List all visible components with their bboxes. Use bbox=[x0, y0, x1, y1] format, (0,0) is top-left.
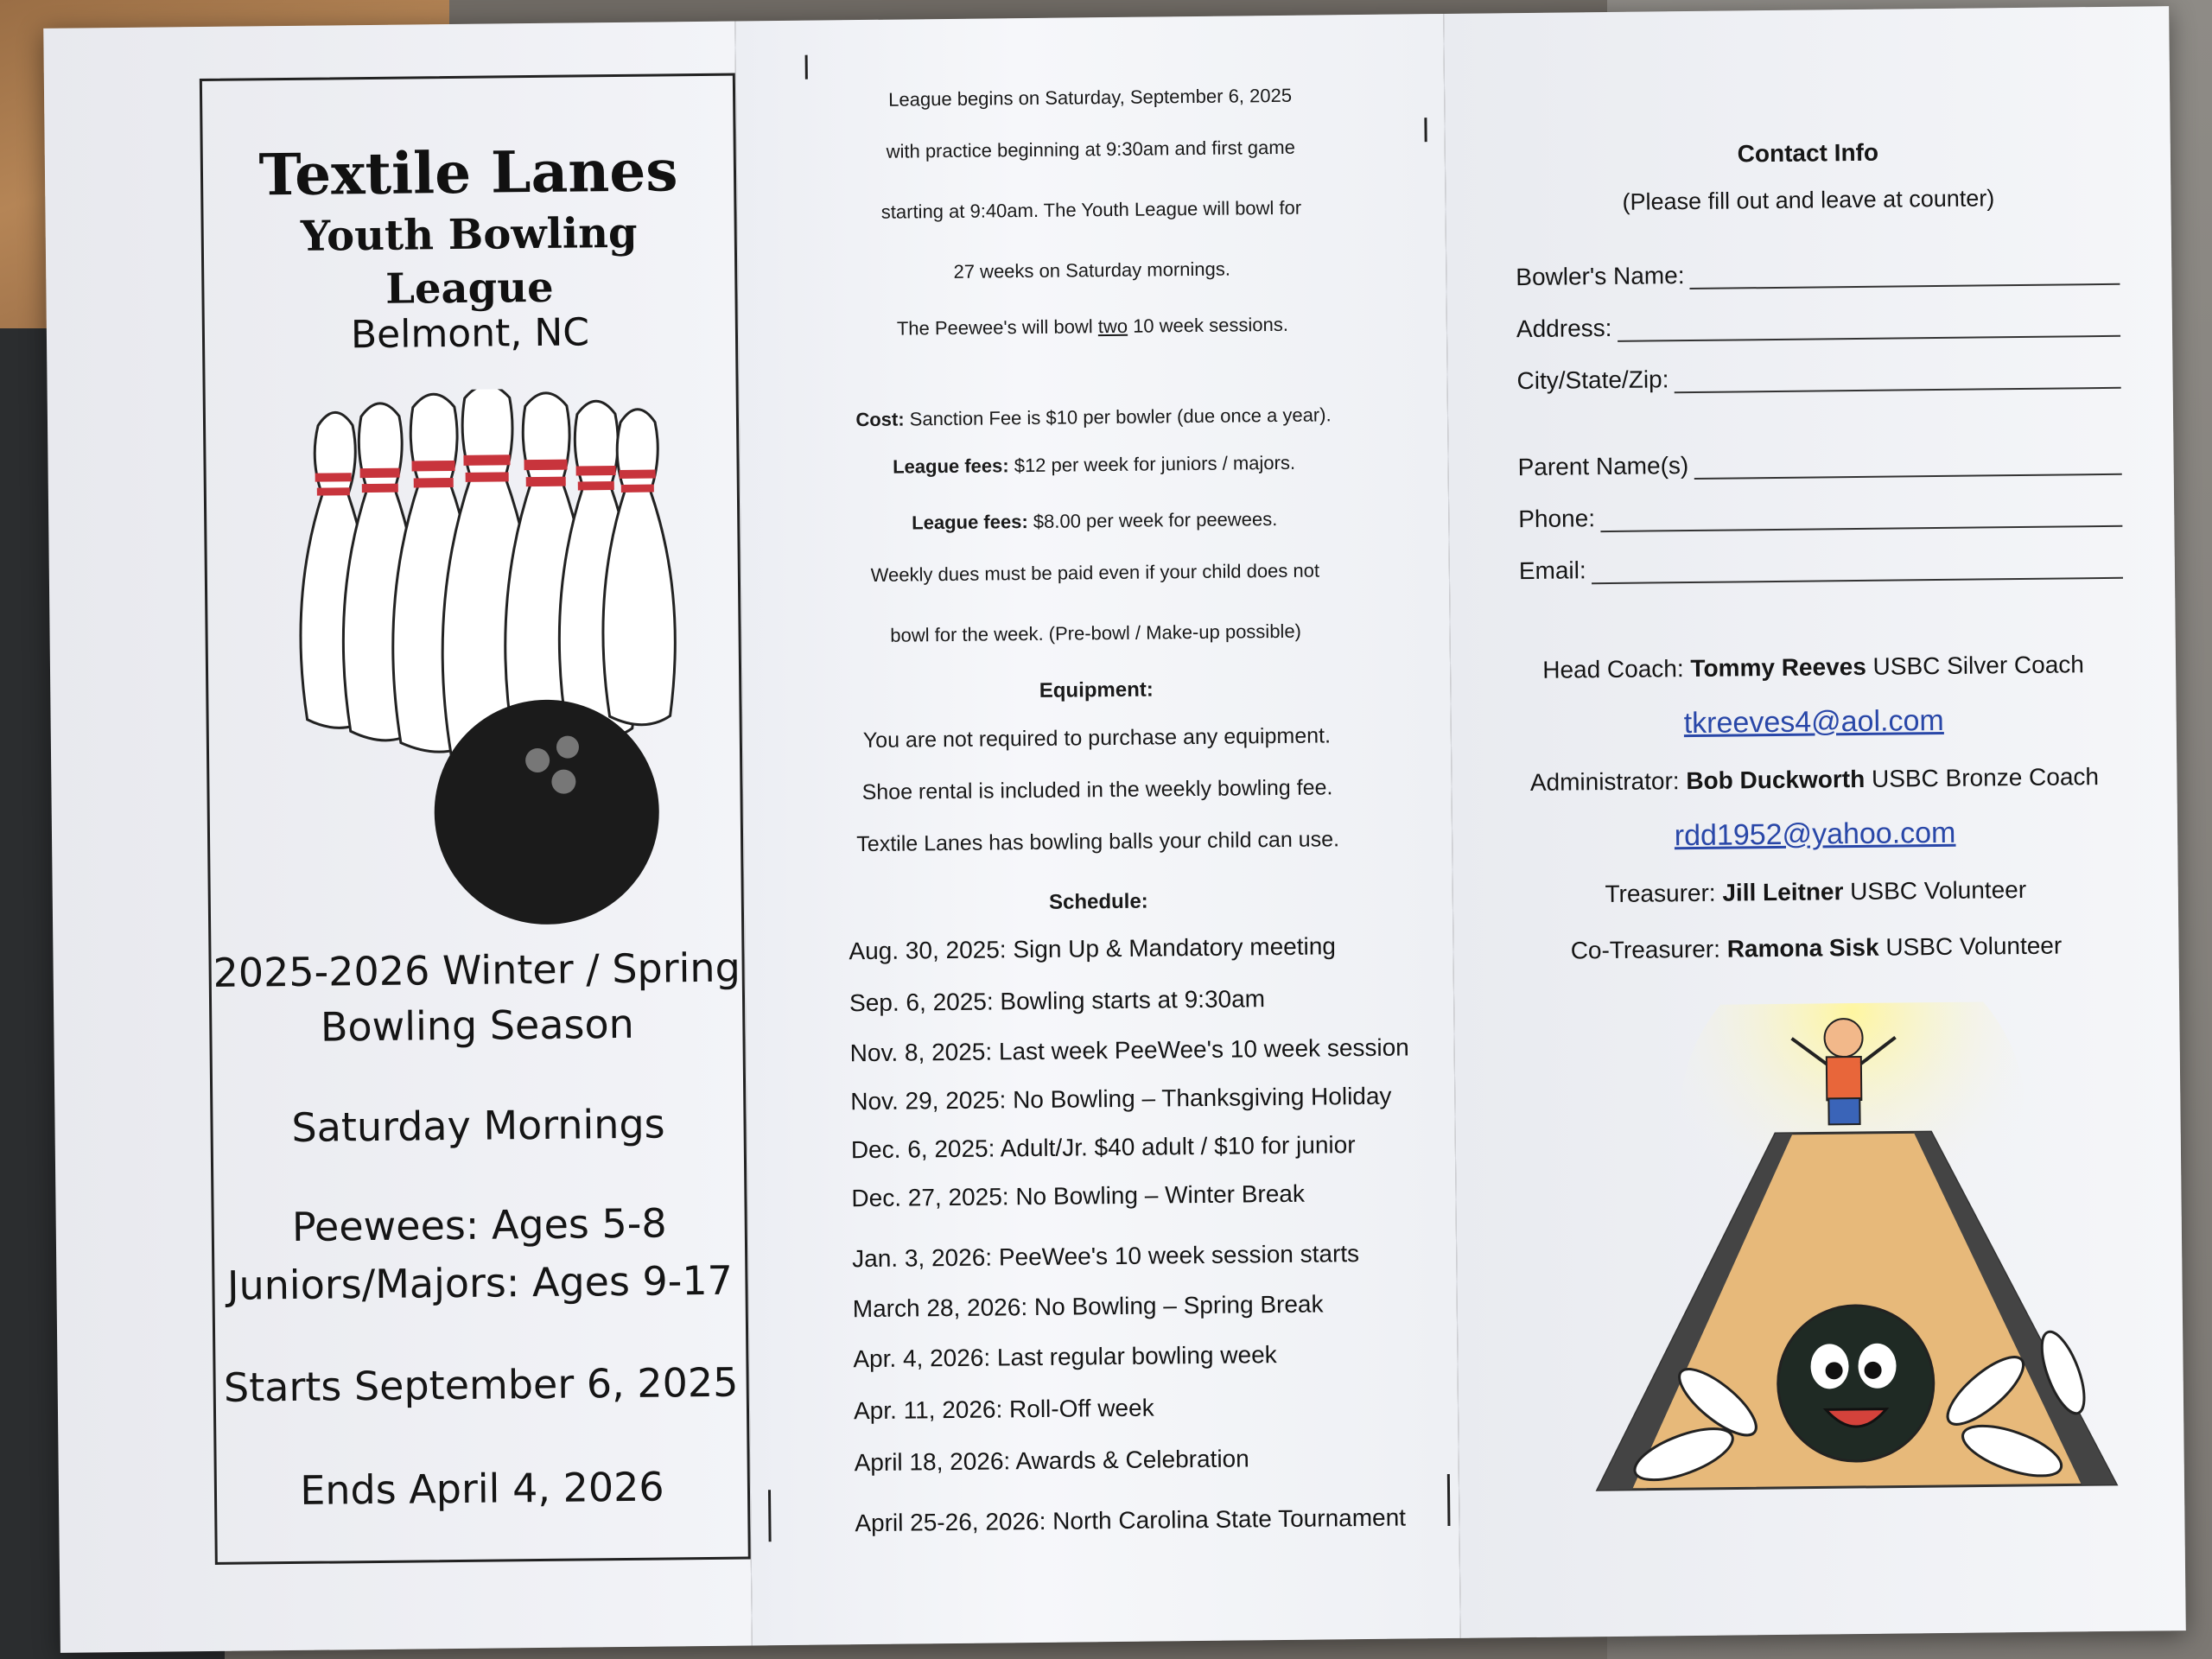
parent-name-field[interactable]: Parent Name(s) bbox=[1517, 448, 2121, 481]
schedule-item: Nov. 29, 2025: No Bowling – Thanksgiving Holiday bbox=[850, 1082, 1392, 1116]
schedule-item: April 25-26, 2026: North Carolina State Tournament bbox=[855, 1503, 1407, 1537]
bowler-name-field[interactable]: Bowler's Name: bbox=[1516, 257, 2120, 291]
head-coach-email-link[interactable]: tkreeves4@aol.com bbox=[1683, 703, 1944, 741]
start-date: Starts September 6, 2025 bbox=[223, 1358, 739, 1411]
fold-mark bbox=[805, 55, 808, 79]
administrator-email-link[interactable]: rdd1952@yahoo.com bbox=[1674, 816, 1956, 853]
league-subtitle: Youth Bowling League bbox=[300, 208, 638, 314]
junior-ages: Juniors/Majors: Ages 9-17 bbox=[226, 1256, 734, 1309]
cover-frame bbox=[200, 73, 751, 1565]
cover-panel bbox=[43, 22, 752, 1653]
email-field[interactable]: Email: bbox=[1519, 551, 2123, 585]
equipment-heading: Equipment: bbox=[1039, 677, 1154, 702]
league-location: Belmont, NC bbox=[350, 310, 590, 358]
equipment-line: Shoe rental is included in the weekly bowling fee. bbox=[861, 775, 1333, 805]
intro-line: with practice beginning at 9:30am and first game bbox=[886, 136, 1296, 162]
equipment-line: Textile Lanes has bowling balls your child can use. bbox=[856, 827, 1340, 857]
administrator-line: Administrator: Bob Duckworth USBC Bronze Coach bbox=[1529, 763, 2100, 796]
schedule-item: Dec. 27, 2025: No Bowling – Winter Break bbox=[851, 1179, 1306, 1212]
info-panel bbox=[734, 14, 1460, 1645]
fees-peewees: League fees: $8.00 per week for peewees. bbox=[912, 508, 1278, 534]
schedule-item: Dec. 6, 2025: Adult/Jr. $40 adult / $10 for junior bbox=[850, 1131, 1356, 1164]
co-treasurer-line: Co-Treasurer: Ramona Sisk USBC Volunteer bbox=[1570, 931, 2063, 964]
dues-line: bowl for the week. (Pre-bowl / Make-up possible) bbox=[890, 620, 1302, 646]
city-state-zip-field[interactable]: City/State/Zip: bbox=[1516, 361, 2120, 395]
cost-line: Cost: Sanction Fee is $10 per bowler (due once a year). bbox=[855, 404, 1332, 431]
address-field[interactable]: Address: bbox=[1516, 309, 2120, 343]
equipment-line: You are not required to purchase any equipment. bbox=[862, 723, 1332, 753]
schedule-item: Jan. 3, 2026: PeeWee's 10 week session starts bbox=[852, 1240, 1360, 1273]
schedule-heading: Schedule: bbox=[1048, 889, 1148, 914]
schedule-item: Apr. 4, 2026: Last regular bowling week bbox=[853, 1341, 1277, 1373]
trifold-brochure bbox=[43, 6, 2186, 1653]
treasurer-line: Treasurer: Jill Leitner USBC Volunteer bbox=[1605, 875, 2027, 908]
bowling-pins-icon bbox=[257, 387, 712, 927]
end-date: Ends April 4, 2026 bbox=[299, 1463, 664, 1514]
schedule-item: March 28, 2026: No Bowling – Spring Break bbox=[852, 1290, 1324, 1323]
peewee-sessions: The Peewee's will bowl two 10 week sessions. bbox=[896, 313, 1289, 340]
head-coach-line: Head Coach: Tommy Reeves USBC Silver Coach bbox=[1542, 651, 2085, 683]
fold-mark bbox=[1447, 1474, 1451, 1526]
contact-instructions: (Please fill out and leave at counter) bbox=[1622, 185, 1995, 215]
peewee-ages: Peewees: Ages 5-8 bbox=[291, 1199, 667, 1250]
dues-line: Weekly dues must be paid even if your child does not bbox=[870, 559, 1320, 586]
schedule-item: Aug. 30, 2025: Sign Up & Mandatory meeting bbox=[849, 932, 1337, 965]
league-title: Textile Lanes bbox=[258, 137, 678, 209]
fees-juniors: League fees: $12 per week for juniors / majors. bbox=[893, 451, 1296, 478]
phone-field[interactable]: Phone: bbox=[1518, 499, 2122, 533]
season-line2: Bowling Season bbox=[320, 1000, 635, 1051]
intro-line: League begins on Saturday, September 6, 2025 bbox=[888, 84, 1293, 111]
schedule-item: April 18, 2026: Awards & Celebration bbox=[854, 1445, 1249, 1477]
day-text: Saturday Mornings bbox=[291, 1100, 665, 1151]
schedule-item: Apr. 11, 2026: Roll-Off week bbox=[853, 1394, 1154, 1425]
schedule-item: Nov. 8, 2025: Last week PeeWee's 10 week session bbox=[849, 1033, 1409, 1067]
fold-mark bbox=[768, 1490, 772, 1541]
bowling-cartoon-icon bbox=[1575, 1001, 2134, 1560]
intro-line: 27 weeks on Saturday mornings. bbox=[953, 257, 1231, 283]
contact-title: Contact Info bbox=[1737, 138, 1879, 168]
intro-line: starting at 9:40am. The Youth League will bowl for bbox=[880, 196, 1302, 223]
season-line1: 2025-2026 Winter / Spring bbox=[213, 944, 741, 996]
contact-panel bbox=[1443, 6, 2186, 1638]
schedule-item: Sep. 6, 2025: Bowling starts at 9:30am bbox=[849, 985, 1266, 1017]
